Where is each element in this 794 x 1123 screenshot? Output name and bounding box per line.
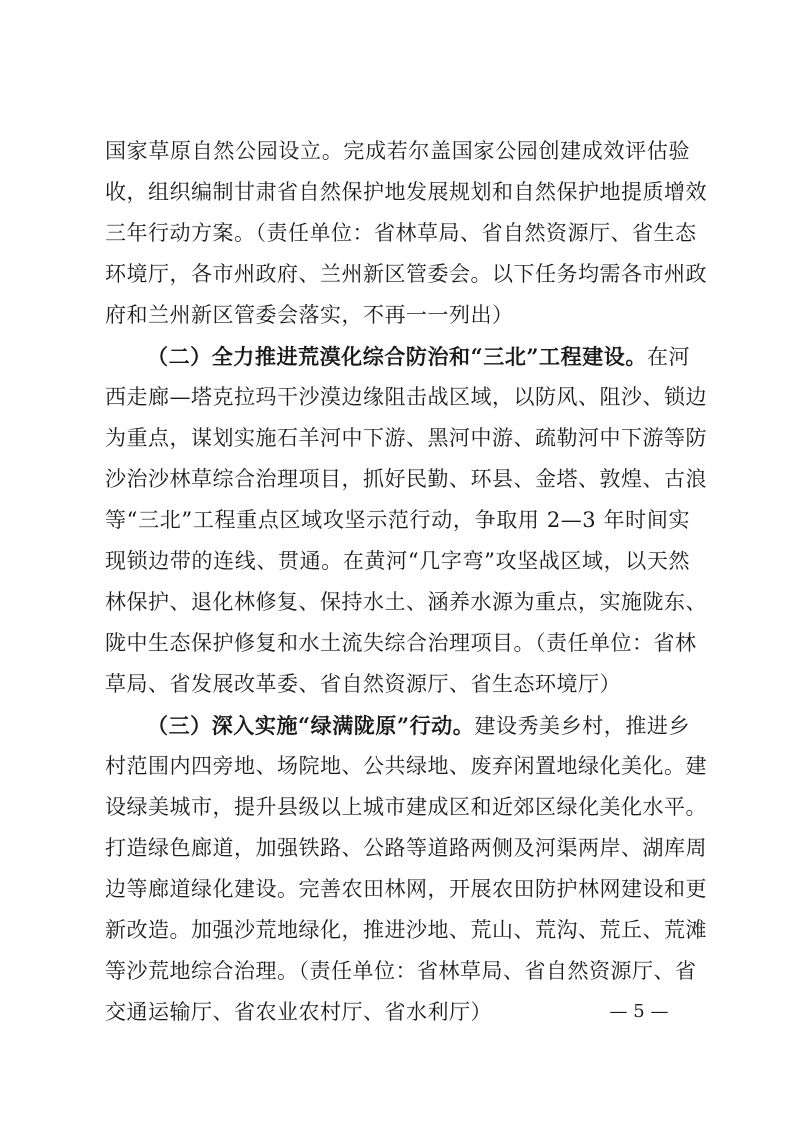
text-line xyxy=(105,828,707,869)
text-segment: 陇中生态保护修复和水土流失综合治理项目。（责任单位：省林 xyxy=(105,631,697,655)
text-line xyxy=(105,664,690,705)
text-line xyxy=(105,541,690,582)
text-line xyxy=(105,500,690,541)
body-text xyxy=(105,131,707,1033)
text-segment: 三年行动方案。（责任单位：省林草局、省自然资源厅、省生态 xyxy=(105,221,697,245)
text-segment: 新改造。加强沙荒地绿化，推进沙地、荒山、荒沟、荒丘、荒滩 xyxy=(105,918,707,942)
text-segment: 现锁边带的连线、贯通。在黄河“几字弯”攻坚战区域，以天然 xyxy=(105,549,690,573)
text-line xyxy=(105,910,707,951)
text-line xyxy=(105,295,690,336)
text-line xyxy=(105,787,707,828)
text-line xyxy=(105,869,707,910)
text-line xyxy=(105,746,707,787)
text-segment: 草局、省发展改革委、省自然资源厅、省生态环境厅） xyxy=(105,672,621,696)
text-segment: 为重点，谋划实施石羊河中下游、黑河中游、疏勒河中下游等防 xyxy=(105,426,707,450)
text-line xyxy=(105,336,690,377)
text-segment: 等沙荒地综合治理。（责任单位：省林草局、省自然资源厅、省 xyxy=(105,959,697,983)
text-segment: 沙治沙林草综合治理项目，抓好民勤、环县、金塔、敦煌、古浪 xyxy=(105,467,707,491)
section-heading: （三）深入实施“绿满陇原”行动。 xyxy=(147,713,475,738)
text-line xyxy=(105,459,707,500)
text-segment: 西走廊—塔克拉玛干沙漠边缘阻击战区域，以防风、阻沙、锁边 xyxy=(105,385,707,409)
text-line xyxy=(105,418,707,459)
text-segment: 在河 xyxy=(646,345,691,369)
text-segment: 交通运输厅、省农业农村厅、省水利厅） xyxy=(105,1000,492,1024)
text-line xyxy=(105,213,697,254)
section-heading: （二）全力推进荒漠化综合防治和“三北”工程建设。 xyxy=(147,344,647,369)
text-line xyxy=(105,705,690,746)
text-segment: 边等廊道绿化建设。完善农田林网，开展农田防护林网建设和更 xyxy=(105,877,707,901)
text-segment: 设绿美城市，提升县级以上城市建成区和近郊区绿化美化水平。 xyxy=(105,795,707,819)
text-line xyxy=(105,623,697,664)
text-segment: 国家草原自然公园设立。完成若尔盖国家公园创建成效评估验 xyxy=(105,139,690,163)
text-segment: 环境厅，各市州政府、兰州新区管委会。以下任务均需各市州政 xyxy=(105,262,707,286)
text-line xyxy=(105,172,707,213)
text-line xyxy=(105,377,707,418)
text-segment: 林保护、退化林修复、保持水土、涵养水源为重点，实施陇东、 xyxy=(105,590,707,614)
text-line xyxy=(105,951,697,992)
text-segment: 收，组织编制甘肃省自然保护地发展规划和自然保护地提质增效 xyxy=(105,180,707,204)
text-line xyxy=(105,131,690,172)
text-segment: 等“三北”工程重点区域攻坚示范行动，争取用 2—3 年时间实 xyxy=(105,508,690,532)
text-segment: 村范围内四旁地、场院地、公共绿地、废弃闲置地绿化美化。建 xyxy=(105,754,707,778)
text-line xyxy=(105,992,690,1033)
text-line xyxy=(105,254,707,295)
text-line xyxy=(105,582,707,623)
text-segment: 府和兰州新区管委会落实，不再一一列出） xyxy=(105,303,514,327)
page-number: — 5 — xyxy=(609,1001,669,1022)
text-segment: 打造绿色廊道，加强铁路、公路等道路两侧及河渠两岸、湖库周 xyxy=(105,836,707,860)
text-segment: 建设秀美乡村，推进乡 xyxy=(474,714,690,738)
